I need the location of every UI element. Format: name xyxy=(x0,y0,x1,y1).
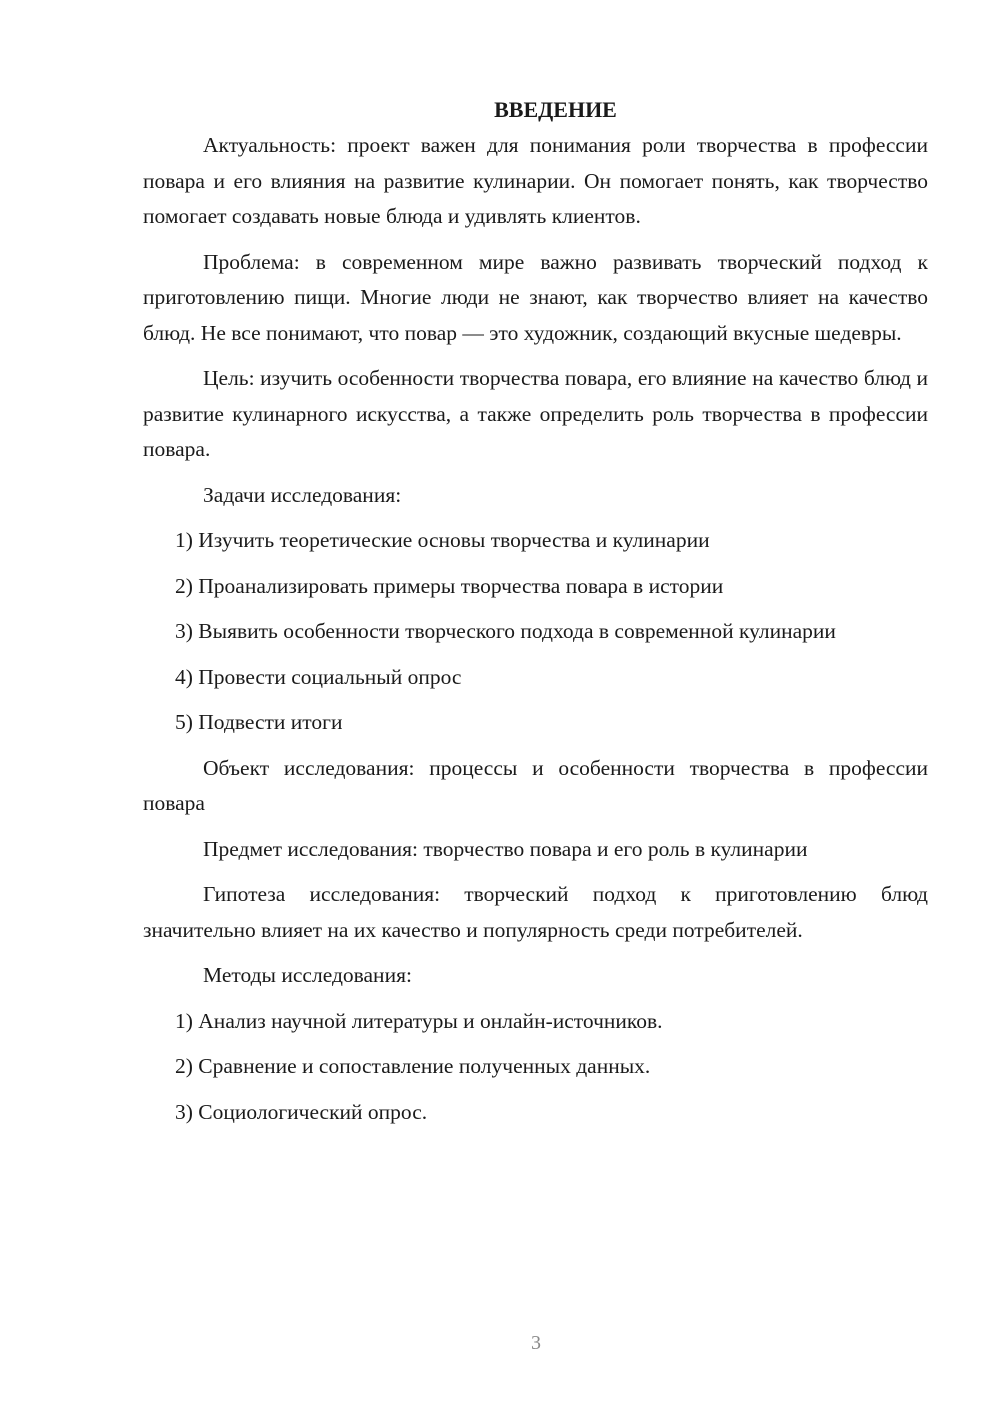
task-item: 3) Выявить особенности творческого подхода в современной кулинарии xyxy=(175,619,836,643)
task-item: 5) Подвести итоги xyxy=(175,710,343,734)
section-title: ВВЕДЕНИЕ xyxy=(494,97,617,122)
method-item: 3) Социологический опрос. xyxy=(175,1099,428,1124)
problem-paragraph: Проблема: в современном мире важно развивать творческий подход к приготовлению пищи. Многие люди не знают, как творчество влияет на качество блюд. Не все понимают, что повар — это художник, создающий вкусные шедевры. xyxy=(143,249,928,345)
method-item: 2) Сравнение и сопоставление полученных данных. xyxy=(175,1054,651,1078)
page-number: 3 xyxy=(531,1332,541,1354)
relevance-paragraph: Актуальность: проект важен для понимания роли творчества в профессии повара и его влияния на развитие кулинарии. Он помогает понять, как творчество помогает создавать новые блюда и удивлять клиентов. xyxy=(143,133,928,228)
document-page xyxy=(143,92,928,1130)
task-item: 4) Провести социальный опрос xyxy=(175,664,462,689)
task-item: 1) Изучить теоретические основы творчества и кулинарии xyxy=(175,528,710,552)
goal-paragraph: Цель: изучить особенности творчества повара, его влияние на качество блюд и развитие кулинарного искусства, а также определить роль творчества в профессии повара. xyxy=(143,366,928,461)
task-item: 2) Проанализировать примеры творчества повара в истории xyxy=(175,573,724,598)
hypothesis-paragraph: Гипотеза исследования: творческий подход к приготовлению блюд значительно влияет на их качество и популярность среди потребителей. xyxy=(143,882,928,942)
object-paragraph: Объект исследования: процессы и особенности творчества в профессии повара xyxy=(143,755,928,815)
method-item: 1) Анализ научной литературы и онлайн-источников. xyxy=(175,1008,663,1033)
subject-paragraph: Предмет исследования: творчество повара и его роль в кулинарии xyxy=(203,836,808,861)
methods-heading: Методы исследования: xyxy=(203,963,412,987)
tasks-heading: Задачи исследования: xyxy=(203,482,402,507)
